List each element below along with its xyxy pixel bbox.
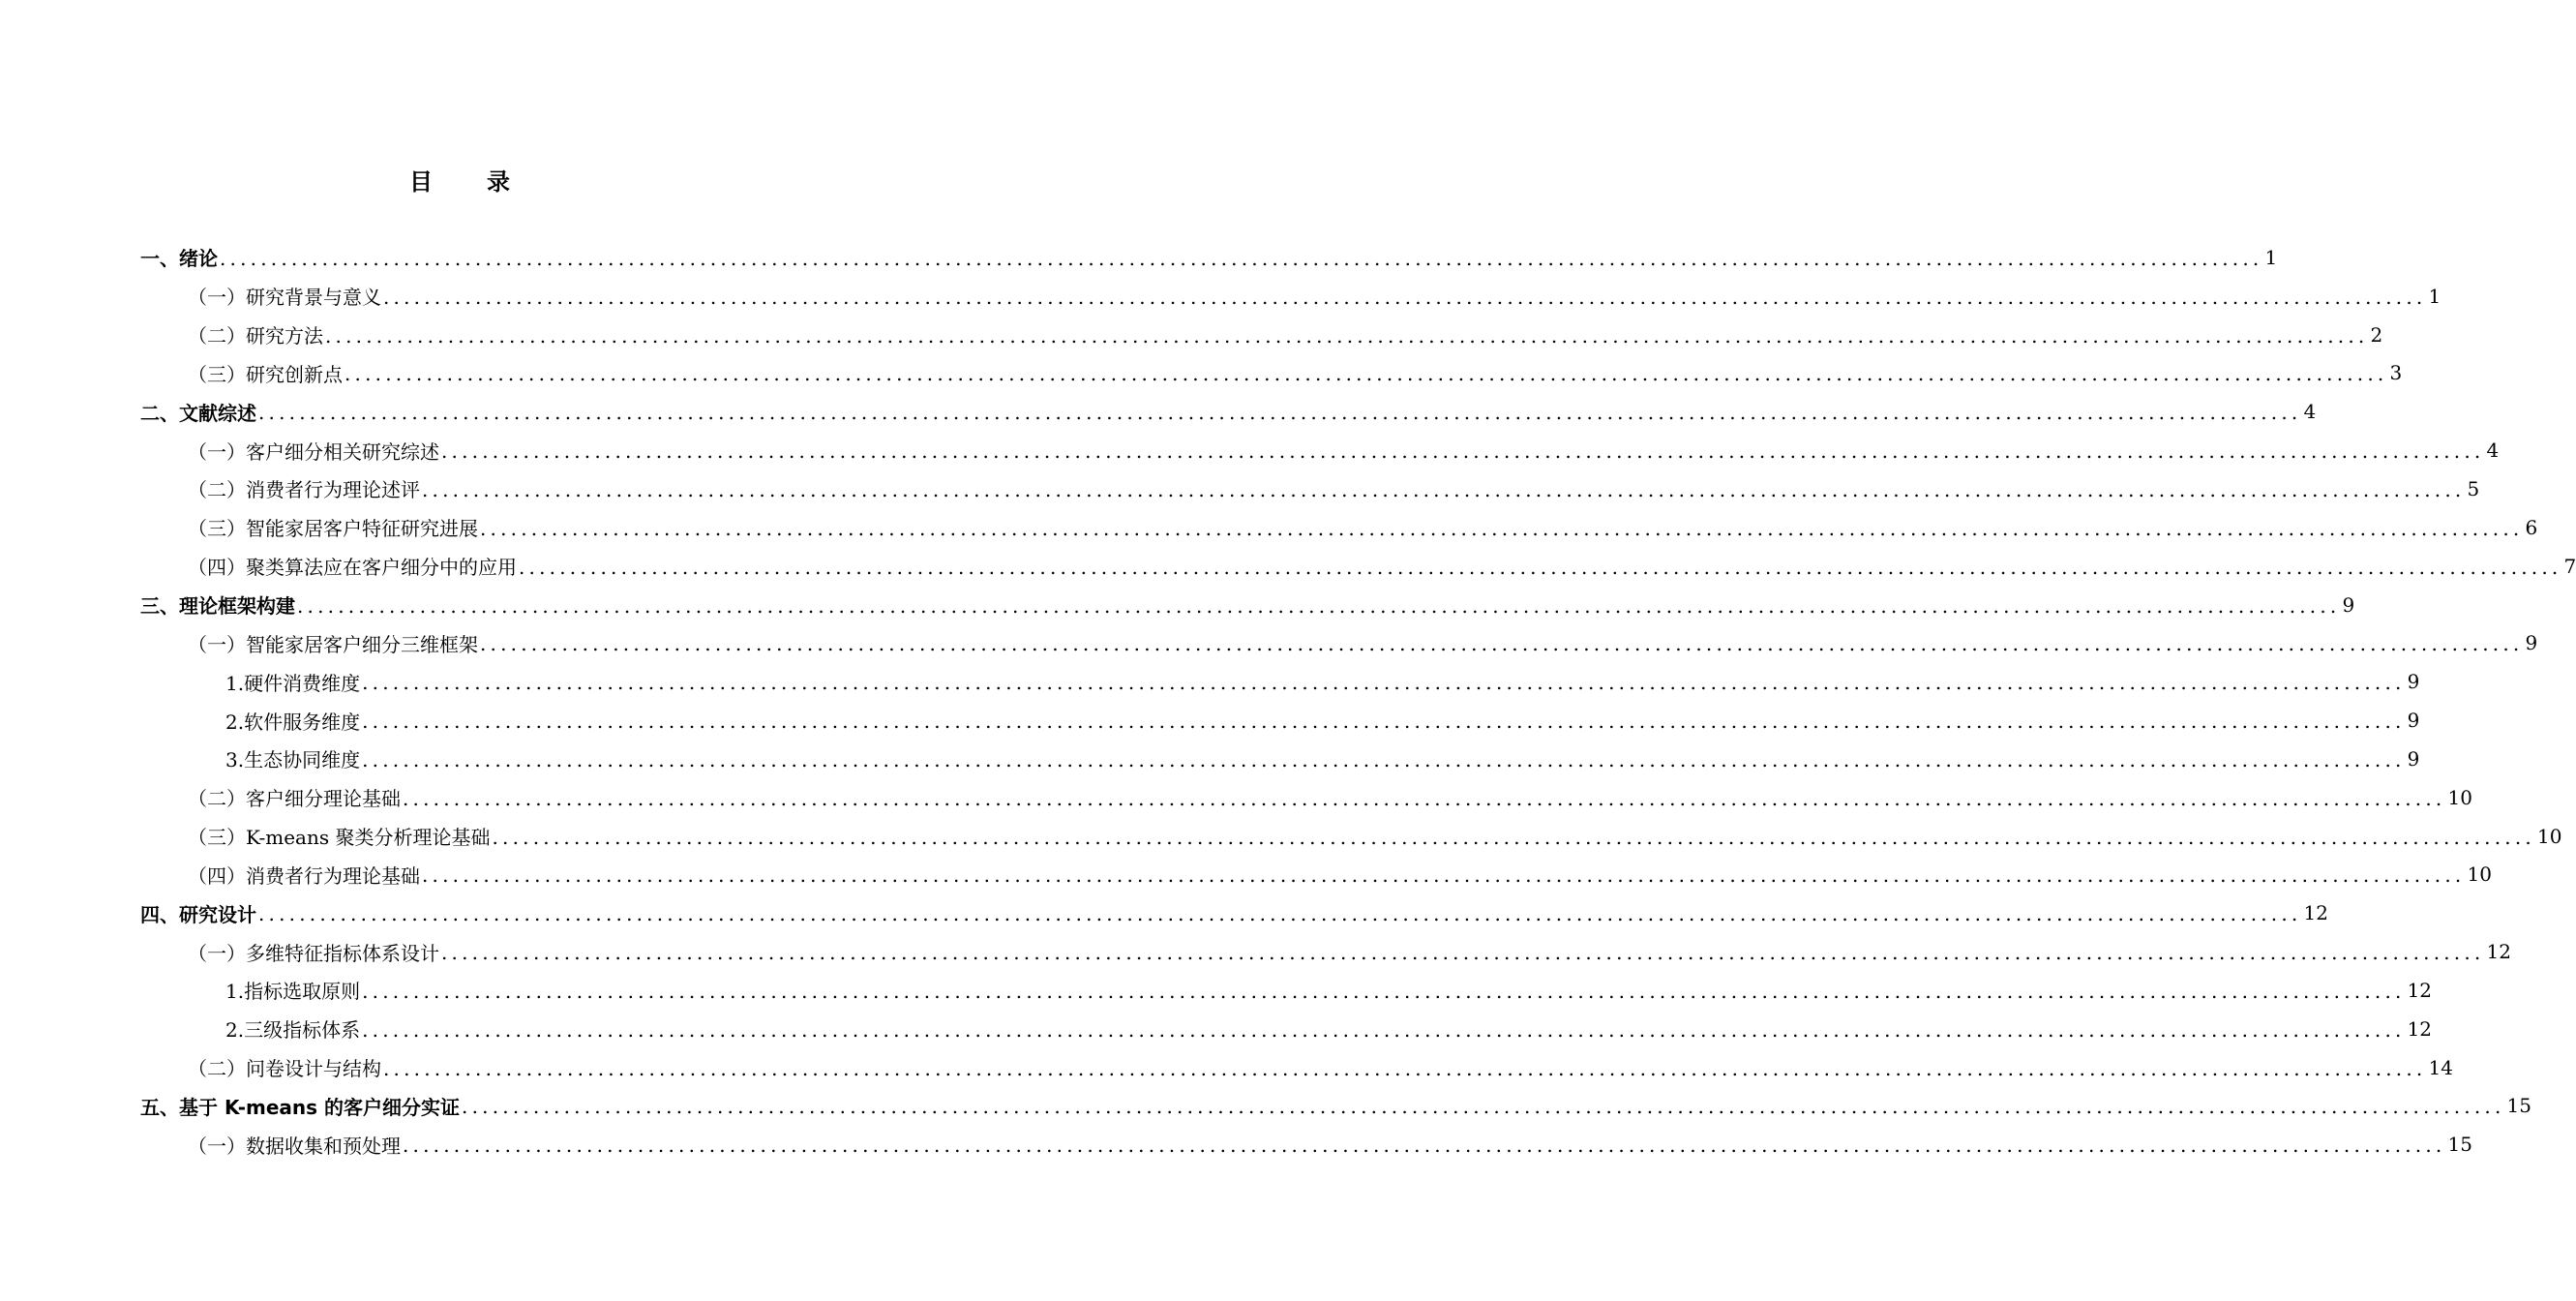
toc-leader-dots: ........................................................................................................................................................................................................ <box>362 710 2406 734</box>
toc-page-number: 9 <box>2342 592 2355 617</box>
toc-leader-dots: ........................................................................................................................................................................................................ <box>480 516 2524 540</box>
toc-entry-title: （一）智能家居客户细分三维框架 <box>188 632 478 656</box>
toc-page-number: 2 <box>2370 322 2383 347</box>
toc-entry[interactable] <box>0 778 2472 817</box>
toc-entry-title: 三、理论框架构建 <box>140 594 295 619</box>
toc-entry[interactable] <box>0 817 2562 856</box>
toc-entry[interactable] <box>0 856 2492 894</box>
toc-page-number: 15 <box>2447 1133 2472 1157</box>
toc-leader-dots: ........................................................................................................................................................................................................ <box>362 979 2406 1003</box>
toc-leader-dots: ........................................................................................................................................................................................................ <box>344 362 2388 386</box>
toc-page-number: 10 <box>2467 862 2492 887</box>
toc-leader-dots: ........................................................................................................................................................................................................ <box>441 439 2485 464</box>
toc-page-number: 15 <box>2506 1094 2531 1118</box>
toc-entry-title: （二）研究方法 <box>188 324 323 348</box>
toc-entry-title: （三）智能家居客户特征研究进展 <box>188 517 478 541</box>
toc-leader-dots: ........................................................................................................................................................................................................ <box>422 863 2466 888</box>
toc-entry-title: 一、绪论 <box>140 247 218 271</box>
title-char-2: 录 <box>487 168 510 196</box>
toc-entry[interactable] <box>0 1010 2433 1048</box>
toc-entry-title: （一）客户细分相关研究综述 <box>188 439 439 464</box>
toc-entry[interactable] <box>0 316 2383 354</box>
toc-entry[interactable] <box>0 431 2500 469</box>
toc-entry-title: 2.软件服务维度 <box>225 710 361 734</box>
toc-leader-dots: ........................................................................................................................................................................................................ <box>441 941 2485 965</box>
toc-leader-dots: ........................................................................................................................................................................................................ <box>383 285 2427 309</box>
toc-page-number: 12 <box>2407 978 2433 1002</box>
toc-entry-title: （一）多维特征指标体系设计 <box>188 941 439 965</box>
toc-page-number: 7 <box>2563 554 2576 578</box>
toc-entry-title: 二、文献综述 <box>140 401 256 425</box>
toc-page-number: 6 <box>2525 515 2538 539</box>
toc-entry[interactable] <box>0 469 2480 508</box>
toc-leader-dots: ........................................................................................................................................................................................................ <box>519 555 2562 579</box>
toc-entry[interactable] <box>0 354 2403 393</box>
toc-leader-dots: ........................................................................................................................................................................................................ <box>403 1134 2446 1158</box>
toc-entry-title: （二）客户细分理论基础 <box>188 787 401 811</box>
toc-leader-dots: ........................................................................................................................................................................................................ <box>422 477 2466 501</box>
toc-entry[interactable] <box>0 1087 2531 1126</box>
toc-entry-title: （一）研究背景与意义 <box>188 286 381 310</box>
toc-entry[interactable] <box>0 740 2420 778</box>
toc-page-number: 10 <box>2536 824 2562 848</box>
toc-entry[interactable] <box>0 971 2433 1010</box>
toc-entry[interactable] <box>0 662 2420 701</box>
toc-page-number: 4 <box>2486 439 2500 463</box>
toc-entry[interactable] <box>0 277 2441 316</box>
toc-entry[interactable] <box>0 586 2355 624</box>
toc-page-number: 9 <box>2407 709 2420 733</box>
toc-leader-dots: ........................................................................................................................................................................................................ <box>480 632 2524 656</box>
toc-entry[interactable] <box>0 392 2317 431</box>
toc-entry-title: （四）聚类算法应在客户细分中的应用 <box>188 556 517 580</box>
toc-entry[interactable] <box>0 932 2511 971</box>
toc-entry[interactable] <box>0 623 2538 662</box>
toc-leader-dots: ........................................................................................................................................................................................................ <box>492 825 2535 849</box>
toc-page-number: 1 <box>2264 245 2278 269</box>
toc-page-number: 12 <box>2407 1016 2433 1041</box>
toc-leader-dots: ........................................................................................................................................................................................................ <box>297 593 2341 618</box>
toc-entry-title: （二）问卷设计与结构 <box>188 1057 381 1081</box>
toc-leader-dots: ........................................................................................................................................................................................................ <box>220 246 2263 270</box>
toc-page-number: 1 <box>2428 284 2441 308</box>
toc-entry[interactable] <box>0 508 2538 547</box>
toc-page-number: 10 <box>2447 785 2472 809</box>
toc-leader-dots: ........................................................................................................................................................................................................ <box>362 671 2406 695</box>
toc-page-number: 14 <box>2428 1055 2453 1079</box>
page-title <box>0 163 919 197</box>
toc-leader-dots: ........................................................................................................................................................................................................ <box>362 1017 2406 1042</box>
toc-leader-dots: ........................................................................................................................................................................................................ <box>325 323 2369 348</box>
toc-leader-dots: ........................................................................................................................................................................................................ <box>462 1095 2505 1119</box>
toc-entry-title: （二）消费者行为理论述评 <box>188 478 420 502</box>
toc-entry-title: 1.指标选取原则 <box>225 980 361 1004</box>
toc-entry[interactable] <box>0 1125 2472 1164</box>
toc-page-number: 9 <box>2407 746 2420 771</box>
toc-entry-title: 3.生态协同维度 <box>225 748 361 772</box>
toc-entry[interactable] <box>0 547 2576 586</box>
title-char-1: 目 <box>409 168 433 196</box>
toc-leader-dots: ........................................................................................................................................................................................................ <box>383 1056 2427 1080</box>
toc-entry-title: （一）数据收集和预处理 <box>188 1134 401 1158</box>
toc-page-number: 12 <box>2303 901 2328 925</box>
toc-entry[interactable] <box>0 1048 2453 1087</box>
toc-entry-title: 2.三级指标体系 <box>225 1018 361 1043</box>
table-of-contents <box>0 238 2576 1164</box>
toc-entry[interactable] <box>0 701 2420 740</box>
toc-entry-title: （三）研究创新点 <box>188 362 343 386</box>
toc-page-number: 9 <box>2407 670 2420 694</box>
toc-leader-dots: ........................................................................................................................................................................................................ <box>258 902 2302 926</box>
toc-entry-title: （三）K-means 聚类分析理论基础 <box>188 826 491 850</box>
toc-page-number: 5 <box>2467 476 2480 500</box>
toc-page-number: 3 <box>2389 361 2403 385</box>
toc-entry-title: 五、基于 K-means 的客户细分实证 <box>140 1095 461 1119</box>
toc-leader-dots: ........................................................................................................................................................................................................ <box>258 401 2302 425</box>
toc-entry-title: （四）消费者行为理论基础 <box>188 863 420 888</box>
toc-entry[interactable] <box>0 893 2328 932</box>
toc-page-number: 12 <box>2486 940 2511 964</box>
toc-leader-dots: ........................................................................................................................................................................................................ <box>362 747 2406 772</box>
toc-page-number: 9 <box>2525 631 2538 655</box>
toc-entry[interactable] <box>0 238 2278 277</box>
toc-page-number: 4 <box>2303 400 2317 424</box>
toc-entry-title: 1.硬件消费维度 <box>225 671 361 695</box>
toc-leader-dots: ........................................................................................................................................................................................................ <box>403 786 2446 810</box>
toc-entry-title: 四、研究设计 <box>140 902 256 926</box>
